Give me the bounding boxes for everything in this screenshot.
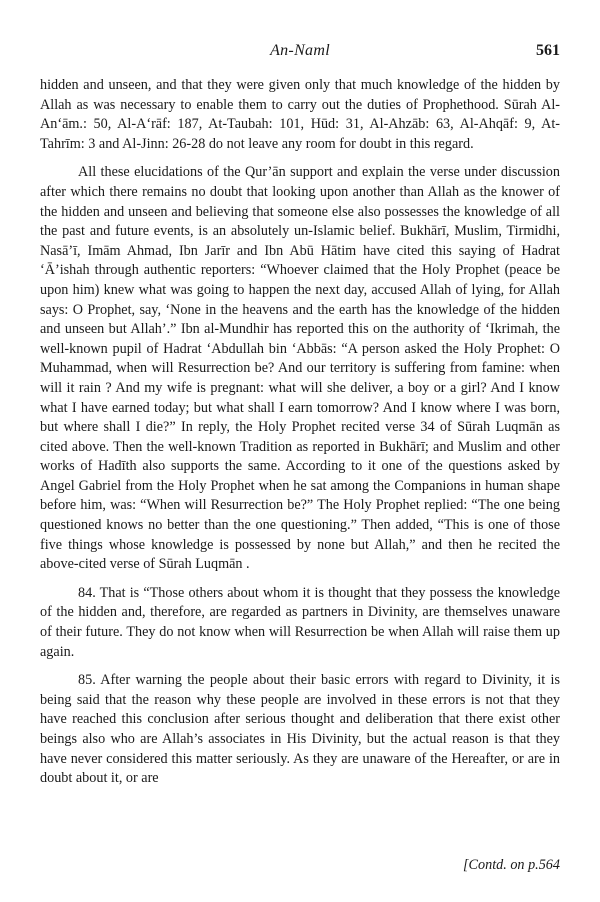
page-number: 561 [536, 42, 560, 59]
note-84: 84. That is “Those others about whom it is thought that they possess the knowledge of the hidden and, therefore, are regarded as partners in Divinity, are themselves unaware of their future. They do not know when will Resurrection be when Allah will raise them up again. [40, 584, 560, 660]
page-body [40, 76, 560, 798]
note-85: 85. After warning the people about their basic errors with regard to Divinity, it is being said that the reason why these people are involved in these errors is not that they have reached this conclusion after serious thought and deliberation that there exist other beings also who are Allah’s associates in His Divinity, but the actual reason is that they have never considered this matter seriously. As they are unaware of the Hereafter, or are in doubt about it, or are [40, 672, 560, 787]
continuation-note: [Contd. on p.564 [463, 857, 560, 873]
page-header [40, 42, 560, 66]
running-title: An-Naml [270, 42, 330, 59]
paragraph-elucidations: All these elucidations of the Qur’ān support and explain the verse under discussion after which there remains no doubt that looking upon another than Allah as the knower of the hidden and unseen and believing that someone else also possesses the knowledge of all the past and future events, is an absolutely un-Islamic belief. Bukhārī, Muslim, Tirmidhi, Nasā’ī, Imām Ahmad, Ibn Jarīr and Ibn Abū Hātim have cited this saying of Hadrat ‘Ā’ishah through authentic reporters: “Whoever claimed that the Holy Prophet (peace be upon him) knew what was going to happen the next day, accused Allah of lying, for Allah says: O Prophet, say, ‘None in the heavens and the earth has the knowledge of the hidden and unseen but Allah’.” Ibn al-Mundhir has reported this on the authority of ‘Ikrimah, the well-known pupil of Hadrat ‘Abdullah bin ‘Abbās: “A person asked the Holy Prophet: O Muhammad, when will Resurrection be? And our territory is suffering from famine: when will it rain ? And my wife is pregnant: what will she deliver, a boy or a girl? And I know what I have earned today; but what shall I earn tomorrow? And I know where I was born, but where shall I die?” In reply, the Holy Prophet recited verse 34 of Sūrah Luqmān as cited above. Then the well-known Tradition as reported in Bukhārī; and Muslim and other works of Hadīth also supports the same. According to it one of the questions asked by Angel Gabriel from the Holy Prophet when he sat among the Companions in human shape before him, was: “When will Resurrection be?” The Holy Prophet replied: “The one being questioned knows no better than the one questioning.” Then added, “This is one of those five things whose knowledge is possessed by none but Allah,” and then he recited the above-cited verse of Sūrah Luqmān . [40, 164, 560, 573]
paragraph-continued: hidden and unseen, and that they were given only that much knowledge of the hidden by Allah as was necessary to enable them to carry out the duties of Prophethood. Sūrah Al-An‘ām.: 50, Al-A‘rāf: 187, At-Taubah: 101, Hūd: 31, Al-Ahzāb: 63, Al-Ahqāf: 9, At-Tahrīm: 3 and Al-Jinn: 26-28 do not leave any room for doubt in this regard. [40, 77, 560, 152]
